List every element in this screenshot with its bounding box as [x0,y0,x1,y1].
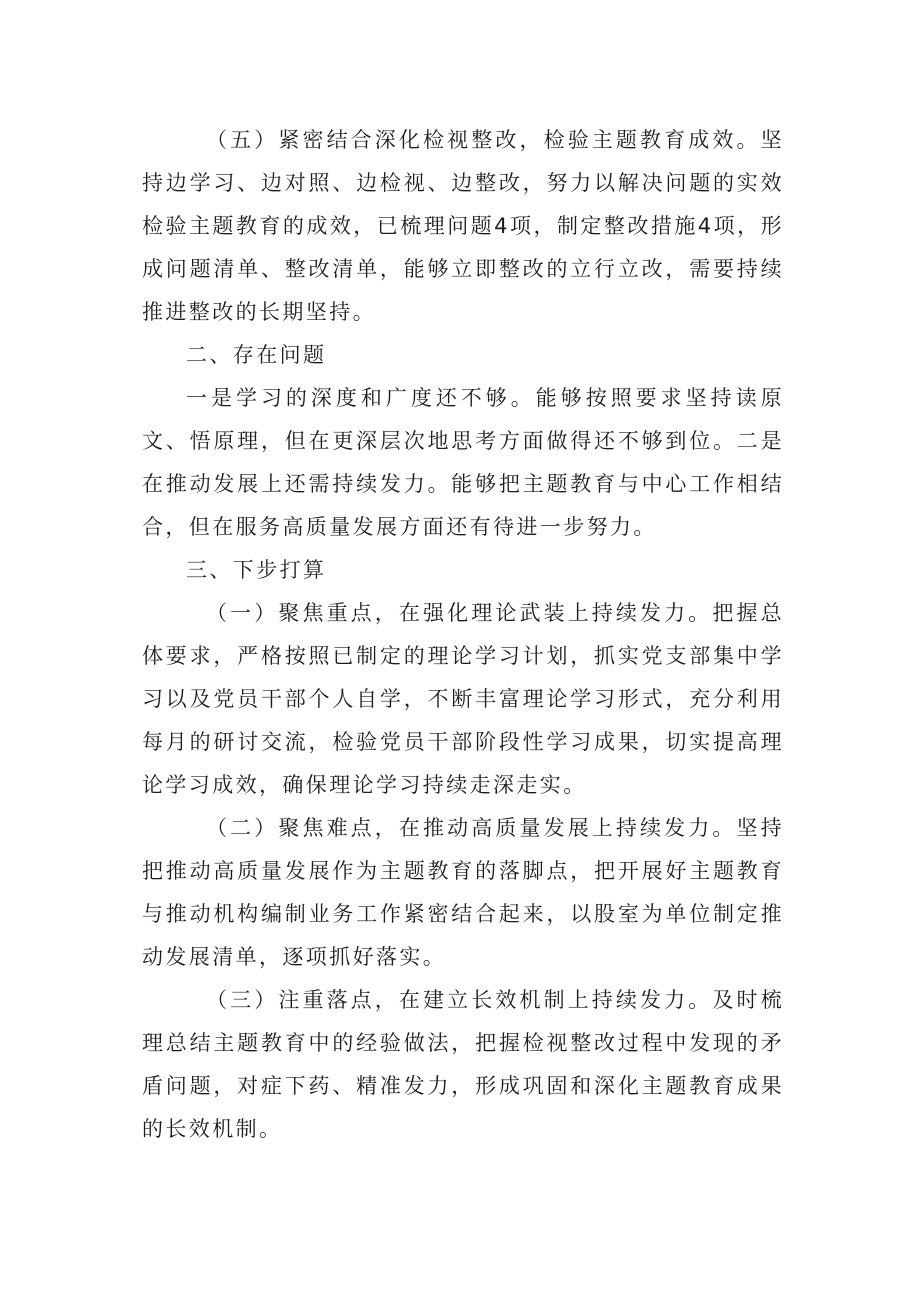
document-body [142,119,784,1151]
paragraph-problems: 一是学习的深度和广度还不够。能够按照要求坚持读原文、悟原理，但在更深层次地思考方面做得还不够到位。二是在推动发展上还需持续发力。能够把主题教育与中心工作相结合，但在服务高质量发展方面还有待进一步努力。 [142,386,784,539]
heading-next-steps: 三、下步打算 [186,558,327,582]
paragraph-step-1: （一）聚焦重点，在强化理论武装上持续发力。把握总体要求，严格按照已制定的理论学习计划，抓实党支部集中学习以及党员干部个人自学，不断丰富理论学习形式，充分利用每月的研讨交流，检验党员干部阶段性学习成果，切实提高理论学习成效，确保理论学习持续走深走实。 [142,601,784,797]
heading-existing-problems: 二、存在问题 [186,343,327,367]
paragraph-section-5: （五）紧密结合深化检视整改，检验主题教育成效。坚持边学习、边对照、边检视、边整改，努力以解决问题的实效检验主题教育的成效，已梳理问题4项，制定整改措施4项，形成问题清单、整改清单，能够立即整改的立行立改，需要持续推进整改的长期坚持。 [142,128,784,324]
paragraph-step-3: （三）注重落点，在建立长效机制上持续发力。及时梳理总结主题教育中的经验做法，把握检视整改过程中发现的矛盾问题，对症下药、精准发力，形成巩固和深化主题教育成果的长效机制。 [142,988,784,1141]
paragraph-step-2: （二）聚焦难点，在推动高质量发展上持续发力。坚持把推动高质量发展作为主题教育的落脚点，把开展好主题教育与推动机构编制业务工作紧密结合起来，以股室为单位制定推动发展清单，逐项抓好落实。 [142,816,784,969]
